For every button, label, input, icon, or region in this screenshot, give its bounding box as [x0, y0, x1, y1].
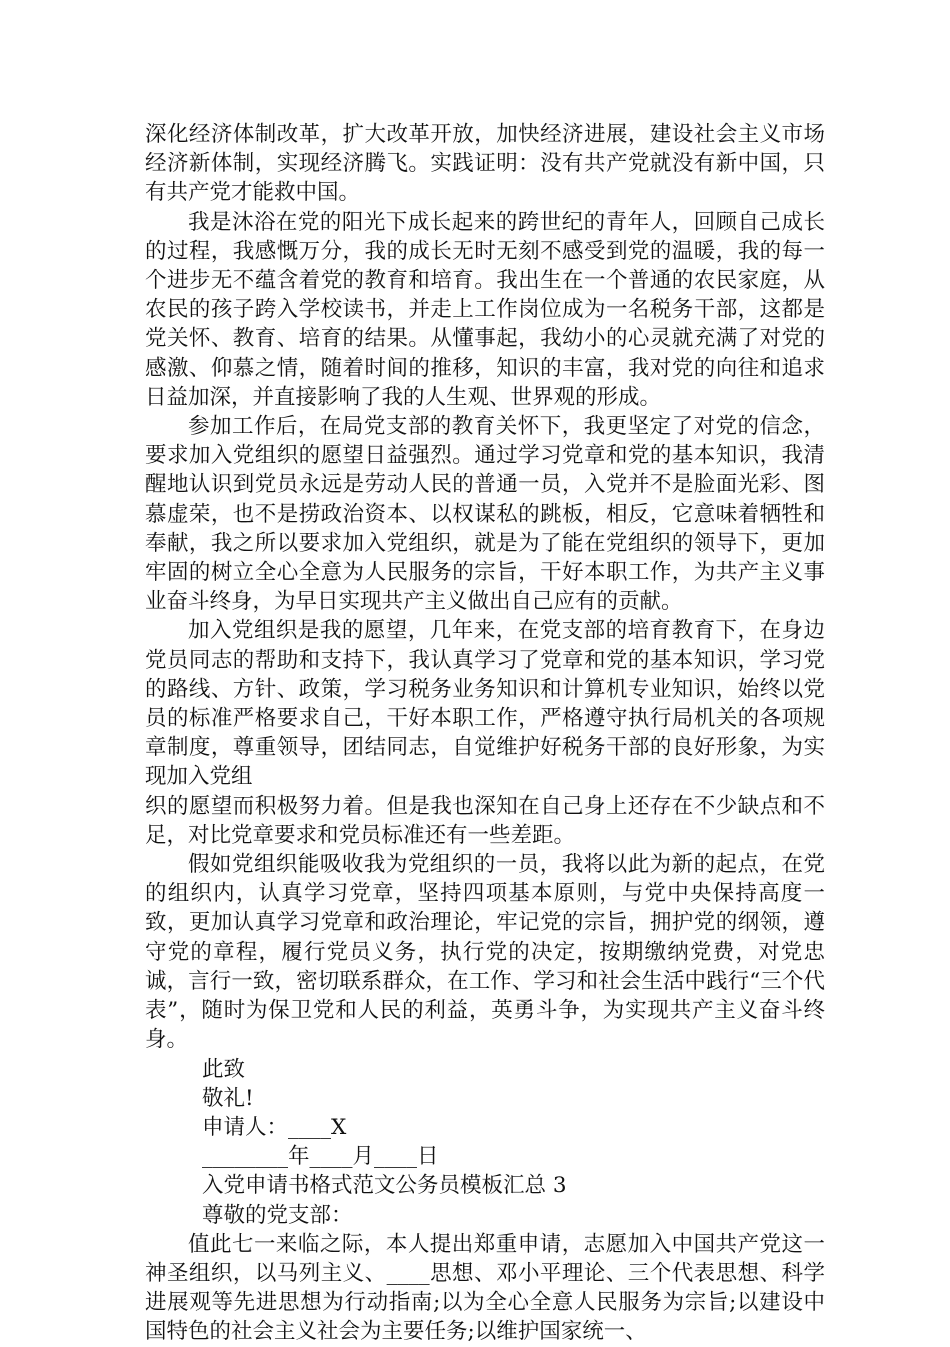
applicant-line: 申请人：____X — [202, 1114, 347, 1140]
document-body — [145, 120, 825, 1347]
section-title: 入党申请书格式范文公务员模板汇总 3 — [202, 1173, 567, 1199]
paragraph-pledge: 假如党组织能吸收我为党组织的一员，我将以此为新的起点，在党的组织内，认真学习党章，坚持四项基本原则，与党中央保持高度一致，更加认真学习党章和政治理论，牢记党的宗旨，拥护党的纲领，遵守党的章程，履行党员义务，执行党的决定，按期缴纳党费，对党忠诚，言行一致，密切联系群众，在工作、学习和社会生活中践行“三个代表”，随时为保卫党和人民的利益，英勇斗争，为实现共产主义奋斗终身。 — [145, 852, 825, 1053]
paragraph-application: 值此七一来临之际，本人提出郑重申请，志愿加入中国共产党这一神圣组织，以马列主义、____思想、邓小平理论、三个代表思想、科学进展观等先进思想为行动指南;以为全心全意人民服务为宗旨;以建设中国特色的社会主义社会为主要任务;以维护国家统一、 — [145, 1231, 825, 1345]
closing-text: 此致 — [202, 1056, 246, 1082]
paragraph-continuation: 深化经济体制改革，扩大改革开放，加快经济进展，建设社会主义市场经济新体制，实现经济腾飞。实践证明：没有共产党就没有新中国，只有共产党才能救中国。 — [145, 122, 825, 206]
paragraph-after-work: 参加工作后，在局党支部的教育关怀下，我更坚定了对党的信念，要求加入党组织的愿望日益强烈。通过学习党章和党的基本知识，我清醒地认识到党员永远是劳动人民的普通一员，入党并不是脸面光彩、图慕虚荣，也不是捞政治资本、以权谋私的跳板，相反，它意味着牺牲和奉献，我之所以要求加入党组织，就是为了能在党组织的领导下，更加牢固的树立全心全意为人民服务的宗旨，干好本职工作，为共产主义事业奋斗终身，为早日实现共产主义做出自己应有的贡献。 — [145, 414, 825, 615]
paragraph-wish: 加入党组织是我的愿望，几年来，在党支部的培育教育下，在身边党员同志的帮助和支持下，我认真学习了党章和党的基本知识，学习党的路线、方针、政策，学习税务业务知识和计算机专业知识，始终以党员的标准严格要求自己，干好本职工作，严格遵守执行局机关的各项规章制度，尊重领导，团结同志，自觉维护好税务干部的良好形象，为实现加入党组 — [145, 618, 825, 790]
date-line: ________年____月____日 — [202, 1144, 439, 1170]
salute-text: 敬礼! — [202, 1085, 254, 1111]
paragraph-shortcomings: 织的愿望而积极努力着。但是我也深知在自己身上还存在不少缺点和不足，对比党章要求和党员标准还有一些差距。 — [145, 793, 825, 848]
greeting-line: 尊敬的党支部： — [202, 1202, 353, 1228]
paragraph-personal-growth: 我是沐浴在党的阳光下成长起来的跨世纪的青年人，回顾自己成长的过程，我感慨万分，我的成长无时无刻不感受到党的温暖，我的每一个进步无不蕴含着党的教育和培育。我出生在一个普通的农民家庭，从农民的孩子跨入学校读书，并走上工作岗位成为一名税务干部，这都是党关怀、教育、培育的结果。从懂事起，我幼小的心灵就充满了对党的感激、仰慕之情，随着时间的推移，知识的丰富，我对党的向往和追求日益加深，并直接影响了我的人生观、世界观的形成。 — [145, 209, 825, 410]
